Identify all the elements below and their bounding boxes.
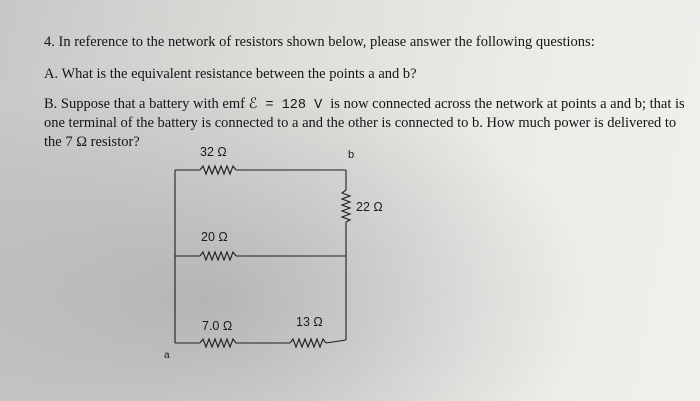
- node-b-label: b: [348, 149, 355, 161]
- label-r-22: 22 Ω: [356, 200, 383, 214]
- label-r-13: 13 Ω: [296, 315, 323, 329]
- emf-value: = 128 V: [257, 98, 331, 113]
- question-title: 4. In reference to the network of resistors shown below, please answer the following questions:: [44, 34, 595, 50]
- resistor-32-zigzag: [200, 166, 236, 174]
- label-r-32: 32 Ω: [200, 145, 227, 159]
- resistor-13-zigzag: [290, 339, 326, 347]
- label-r-7: 7.0 Ω: [202, 319, 233, 333]
- resistor-7-zigzag: [200, 339, 236, 347]
- resistor-20-zigzag: [200, 252, 236, 260]
- part-b-text-2: is now connected across the network at points a and b; that is: [330, 96, 685, 112]
- part-b-text-3: the 7: [44, 134, 77, 150]
- label-r-20: 20 Ω: [201, 230, 228, 244]
- node-a-label: a: [164, 350, 170, 361]
- question-part-a: A. What is the equivalent resistance between the points a and b?: [44, 66, 417, 82]
- wire-bottom-right: [326, 340, 346, 343]
- part-b-text-1: B. Suppose that a battery with emf: [44, 96, 249, 112]
- question-part-b-line2: one terminal of the battery is connected to a and the other is connected to b. How much power is delivered to: [44, 115, 677, 131]
- emf-symbol: ℰ: [248, 96, 258, 112]
- part-b-text-4: resistor?: [87, 134, 140, 150]
- resistor-22-zigzag: [342, 190, 350, 222]
- ohm-symbol: Ω: [76, 134, 87, 150]
